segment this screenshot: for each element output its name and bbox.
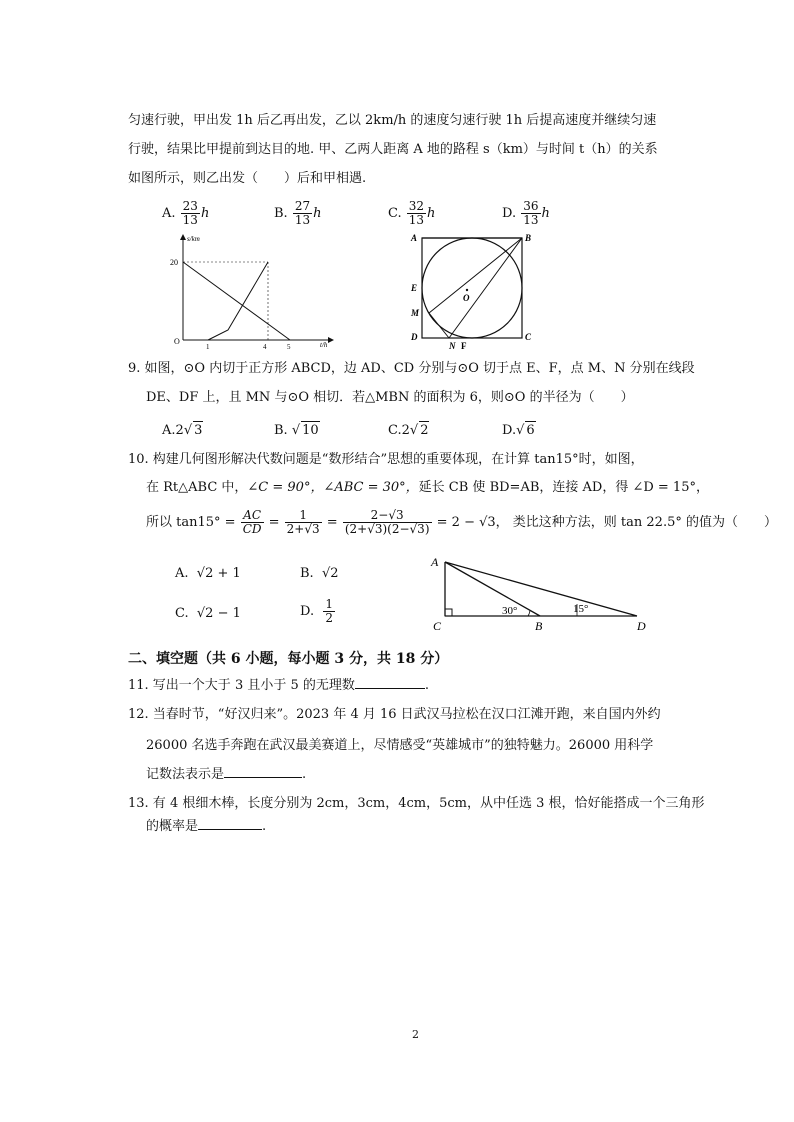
label-a: A xyxy=(411,233,418,243)
q10-option-c: C. √2 − 1 xyxy=(175,606,241,621)
q8-line3: 如图所示，则乙出发（ ）后和甲相遇. xyxy=(128,171,367,186)
q8-line1: 匀速行驶，甲出发 1h 后乙再出发，乙以 2km/h 的速度匀速行驶 1h 后提高速度并继续匀速 xyxy=(128,113,657,128)
label-o: O xyxy=(463,293,470,303)
angle-30-label: 30° xyxy=(502,605,518,617)
label-c: C xyxy=(525,332,532,342)
q9-option-a: A.2√ 3 xyxy=(162,423,203,438)
q13-answer-blank xyxy=(198,829,262,830)
label-b: B xyxy=(525,233,532,243)
q8-option-d: D. $\frac{36}{13}$ h xyxy=(502,199,550,227)
q11-answer-blank xyxy=(355,688,425,689)
y-tick-20: 20 xyxy=(170,258,178,267)
label-c: C xyxy=(433,619,442,633)
label-b: B xyxy=(535,619,543,633)
label-d: D xyxy=(411,332,418,342)
jia-line xyxy=(183,262,290,340)
q8-option-c: C. $\frac{32}{13}$ h xyxy=(388,199,436,227)
label-d: D xyxy=(637,619,646,633)
q12-line3: 记数法表示是 . xyxy=(146,767,307,782)
q10-option-b: B. √2 xyxy=(300,566,339,581)
option-label: A. xyxy=(162,206,176,221)
q10-line1: 10. 构建几何图形解决代数问题是“数形结合”思想的重要体现，在计算 tan15°时，如图， xyxy=(128,452,644,467)
label-f: F xyxy=(461,341,467,350)
q13-line2: 的概率是 . xyxy=(146,819,267,834)
q9-option-d: D.√ 6 xyxy=(502,423,535,438)
yi-line xyxy=(208,262,268,340)
q12-answer-blank xyxy=(224,777,302,778)
q8-line2: 行驶，结果比甲提前到达目的地. 甲、乙两人距离 A 地的路程 s（km）与时间 t（h）的关系 xyxy=(128,142,658,157)
x-tick-4: 4 xyxy=(263,343,267,350)
q10-option-a: A. √2 + 1 xyxy=(175,566,241,581)
label-e: E xyxy=(411,283,418,293)
angle-15-label: 15° xyxy=(573,603,589,615)
q10-triangle-figure xyxy=(425,552,655,634)
section-2-heading: 二、填空题（共 6 小题，每小题 3 分，共 18 分） xyxy=(128,651,449,667)
x-tick-1: 1 xyxy=(206,343,210,350)
q9-line2: DE、DF 上，且 MN 与⊙O 相切．若△MBN 的面积为 6，则⊙O 的半径为（ ） xyxy=(146,390,634,405)
q13-line1: 13. 有 4 根细木棒，长度分别为 2cm，3cm，4cm，5cm，从中任选 3 根，恰好能搭成一个三角形 xyxy=(128,796,705,811)
q8-distance-time-graph xyxy=(168,230,338,350)
q12-line1: 12. 当春时节，“好汉归来”。2023 年 4 月 16 日武汉马拉松在汉口江滩开跑，来自国内外约 xyxy=(128,707,661,722)
q9-option-c: C.2√ 2 xyxy=(388,423,429,438)
q8-option-a: A. $\frac{23}{13}$ h xyxy=(162,199,210,227)
q12-line2: 26000 名选手奔跑在武汉最美赛道上，尽情感受“英雄城市”的独特魅力。26000 用科学 xyxy=(146,738,654,753)
option-label: C. xyxy=(388,206,402,221)
q8-option-b: B. $\frac{27}{13}$ h xyxy=(274,199,322,227)
y-axis-label: s/km xyxy=(187,235,200,243)
q11: 11. 写出一个大于 3 且小于 5 的无理数 . xyxy=(128,678,430,693)
q9-option-b: B. √ 10 xyxy=(274,423,319,438)
option-label: D. xyxy=(502,206,517,221)
q10-line2: 在 Rt△ABC 中，∠C = 90°，∠ABC = 30°，延长 CB 使 BD=AB，连接 AD，得 ∠D = 15°， xyxy=(146,480,709,495)
label-a: A xyxy=(431,555,439,569)
label-m: M xyxy=(411,308,420,318)
q10-line3: 所以 tan15° = $\frac{AC}{CD}$ = $\frac{1}{2+√3}$ = $\frac{2-√3}{(2+√3)(2-√3)}$ = 2 − √3， 类比这种方法，则 tan 22.5° 的值为（ ） xyxy=(146,508,777,536)
x-axis-label: t/h xyxy=(320,341,328,349)
q10-option-d: D. $\frac{1}{2}$ xyxy=(300,597,333,625)
origin-label: O xyxy=(174,337,180,346)
q9-line1: 9. 如图，⊙O 内切于正方形 ABCD，边 AD、CD 分别与⊙O 切于点 E、F，点 M、N 分别在线段 xyxy=(128,361,695,376)
page-number: 2 xyxy=(412,1028,419,1041)
x-tick-5: 5 xyxy=(287,343,291,350)
label-n: N xyxy=(449,341,456,350)
q9-circle-square-figure xyxy=(405,228,545,350)
option-label: B. xyxy=(274,206,288,221)
